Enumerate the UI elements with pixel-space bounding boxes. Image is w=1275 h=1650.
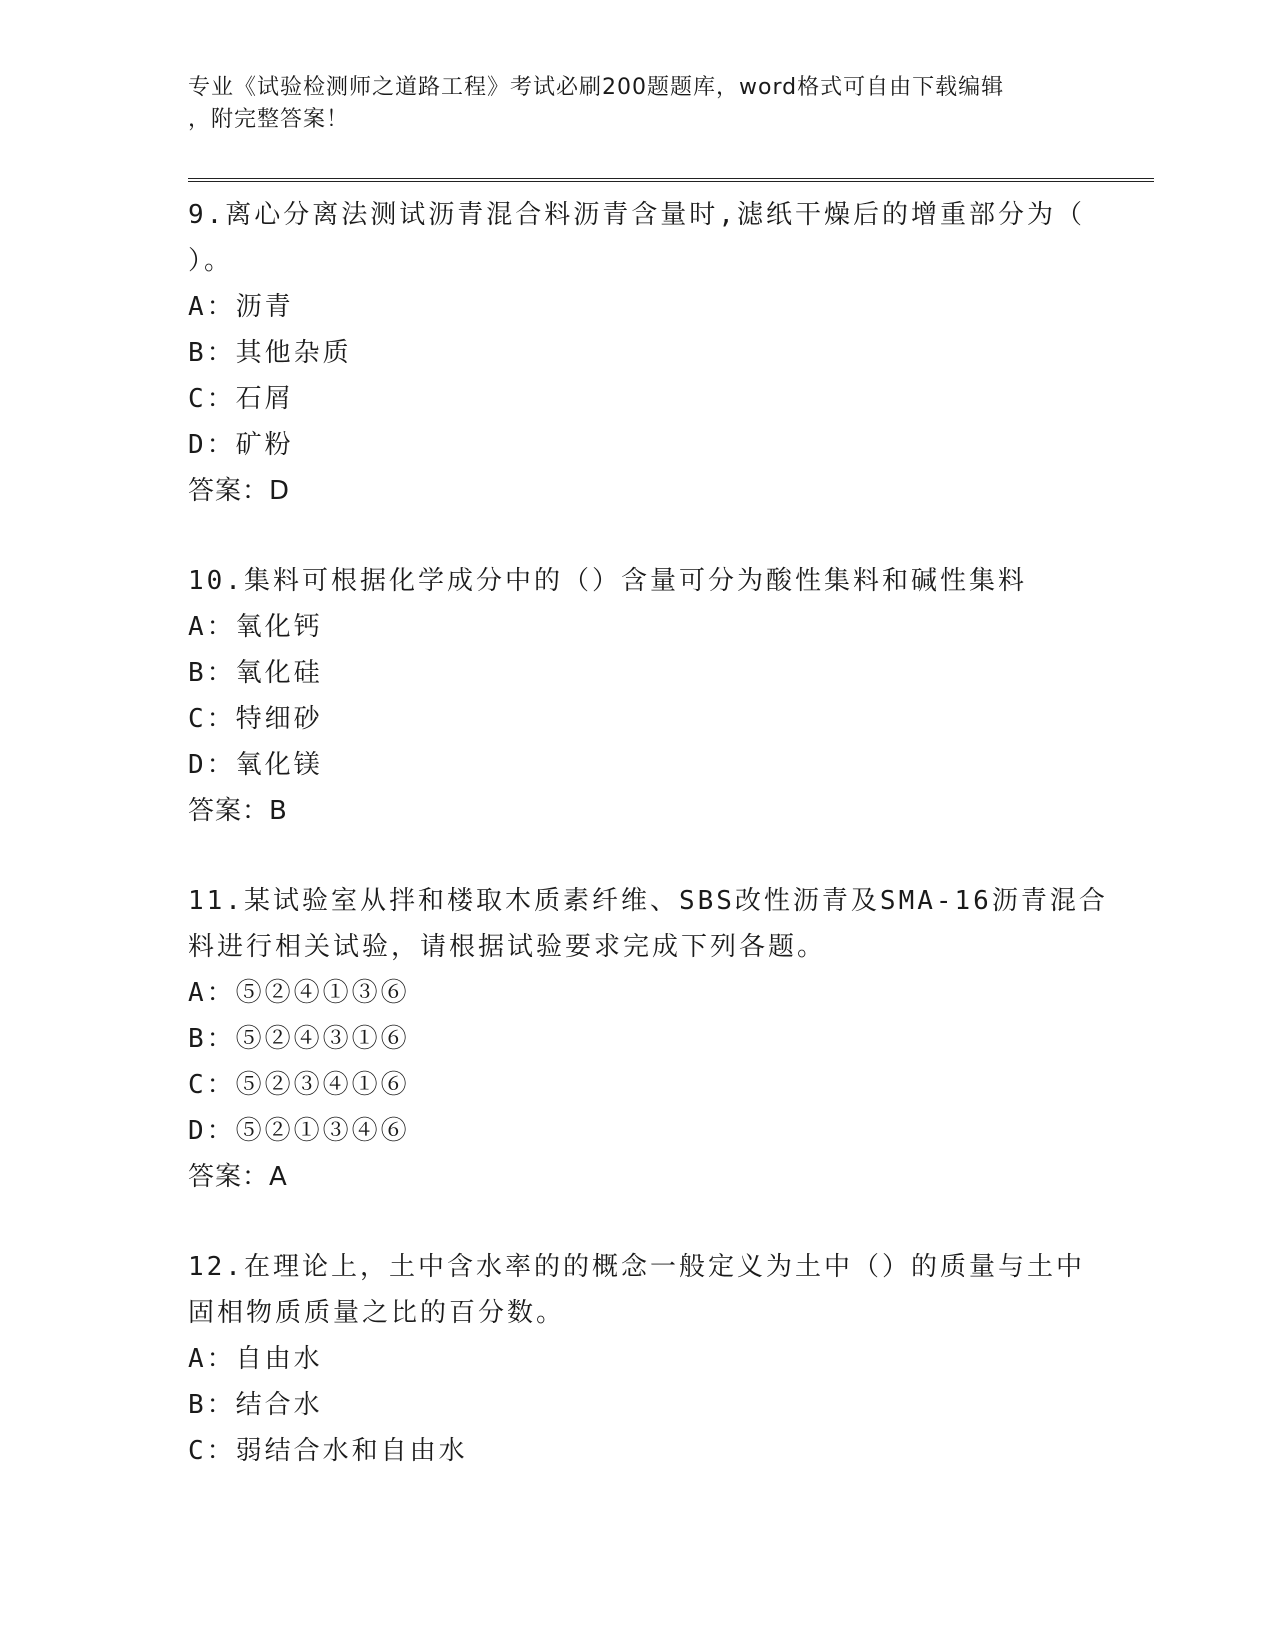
question-11	[188, 878, 1108, 1200]
option-d: D：⑤②①③④⑥	[188, 1116, 410, 1146]
header-line-2: ，附完整答案！	[188, 107, 350, 132]
answer-line: 答案：B	[188, 796, 288, 826]
option-b: B：氧化硅	[188, 658, 323, 688]
option-c: C：弱结合水和自由水	[188, 1436, 468, 1466]
answer-line: 答案：A	[188, 1162, 288, 1192]
option-a: A：自由水	[188, 1344, 323, 1374]
question-9	[188, 192, 1088, 514]
question-stem	[188, 878, 1108, 970]
option-a: A：沥青	[188, 292, 294, 322]
option-c: C：石屑	[188, 384, 294, 414]
question-stem-line: 固相物质质量之比的百分数。	[188, 1298, 566, 1328]
option-d: D：氧化镁	[188, 750, 323, 780]
option-c: C：⑤②③④①⑥	[188, 1070, 410, 1100]
option-c: C：特细砂	[188, 704, 323, 734]
header-line-1: 专业《试验检测师之道路工程》考试必刷200题题库，word格式可自由下载编辑	[188, 75, 1005, 100]
answer-line: 答案：D	[188, 476, 291, 506]
question-list	[188, 192, 1108, 1518]
question-stem-line: 11.某试验室从拌和楼取木质素纤维、SBS改性沥青及SMA-16沥青混合	[188, 886, 1108, 916]
option-b: B：结合水	[188, 1390, 323, 1420]
option-a: A：氧化钙	[188, 612, 323, 642]
header-divider	[188, 178, 1154, 182]
question-stem-line: ）。	[188, 246, 234, 276]
question-12	[188, 1244, 1088, 1474]
question-stem-line: 12.在理论上，土中含水率的的概念一般定义为土中（）的质量与土中	[188, 1252, 1085, 1282]
option-b: B：⑤②④③①⑥	[188, 1024, 410, 1054]
question-stem-line: 10.集料可根据化学成分中的（）含量可分为酸性集料和碱性集料	[188, 566, 1027, 596]
question-stem	[188, 192, 1088, 284]
page-header	[188, 72, 1068, 136]
question-stem	[188, 558, 1088, 604]
option-d: D：矿粉	[188, 430, 294, 460]
question-10	[188, 558, 1088, 834]
question-stem	[188, 1244, 1088, 1336]
option-a: A：⑤②④①③⑥	[188, 978, 410, 1008]
question-stem-line: 料进行相关试验，请根据试验要求完成下列各题。	[188, 932, 827, 962]
option-b: B：其他杂质	[188, 338, 352, 368]
question-stem-line: 9.离心分离法测试沥青混合料沥青含量时,滤纸干燥后的增重部分为（	[188, 200, 1085, 230]
